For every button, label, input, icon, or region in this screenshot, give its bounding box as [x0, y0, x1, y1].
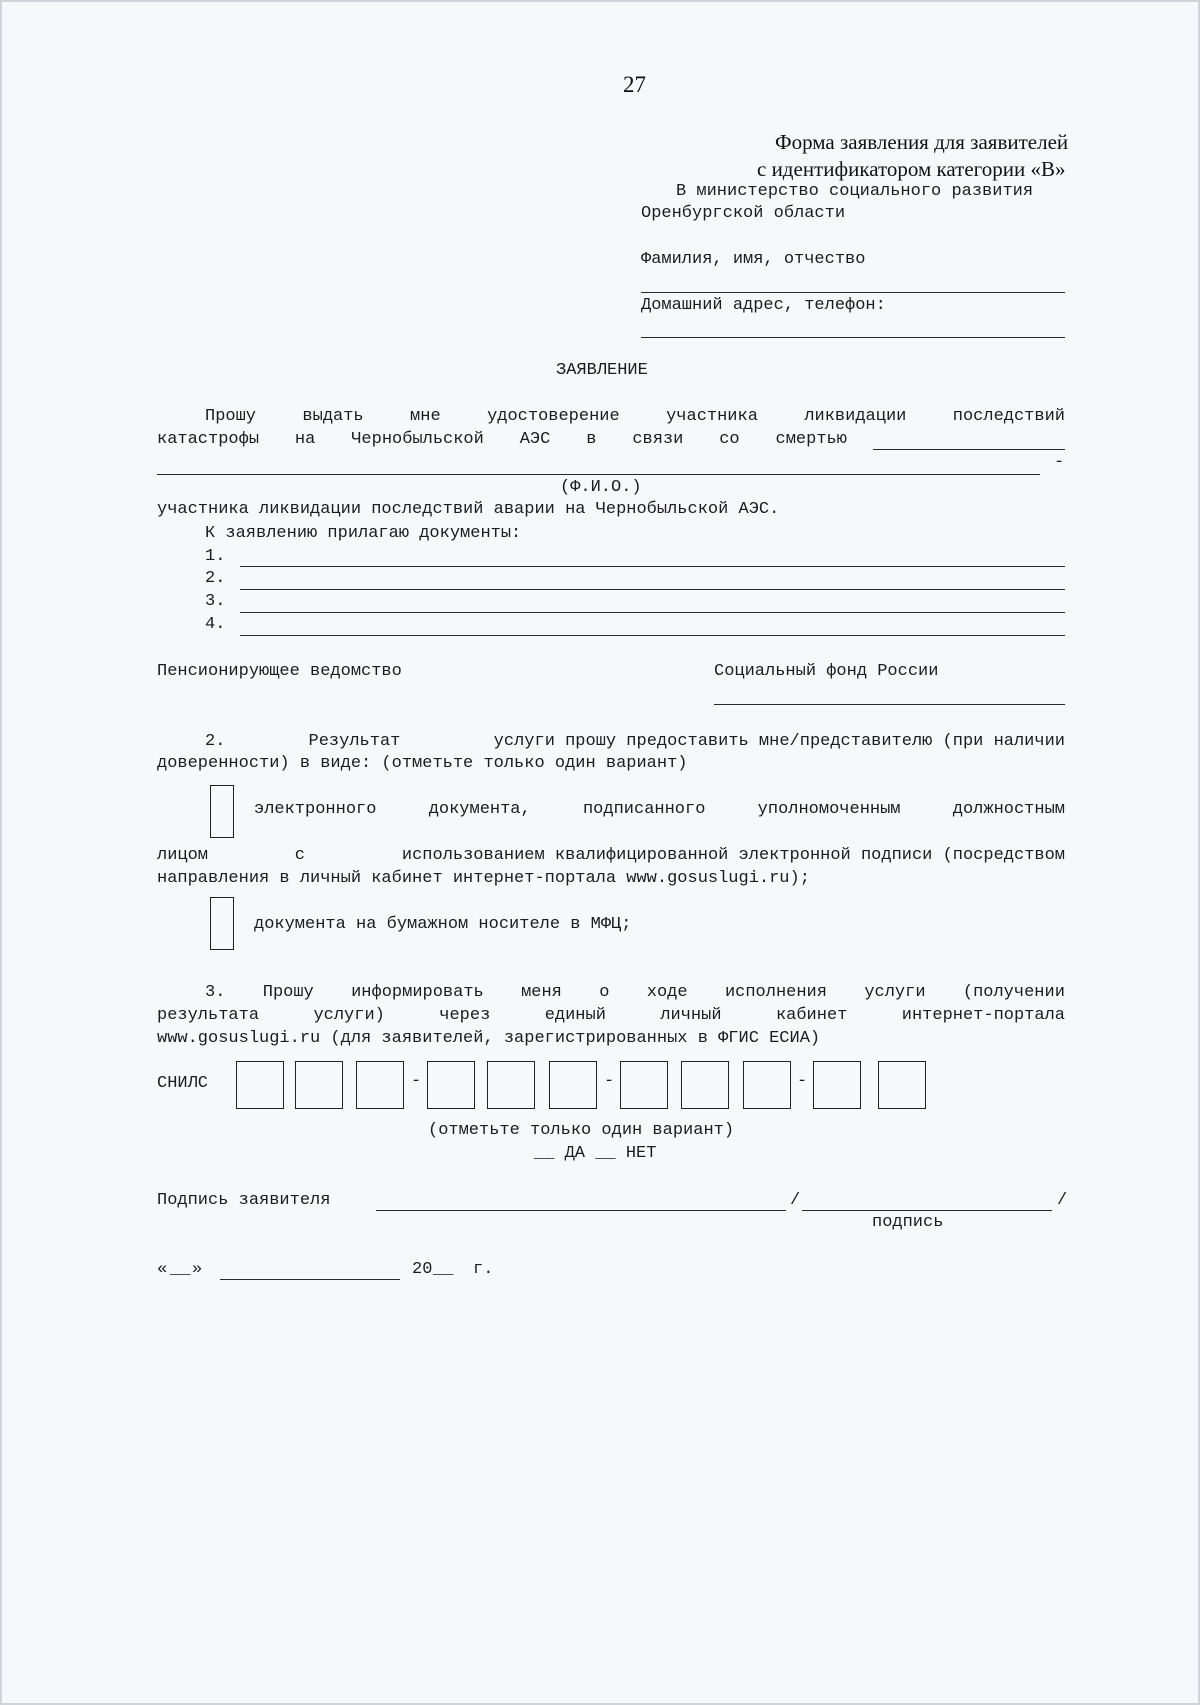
address-label: Домашний адрес, телефон:: [641, 296, 886, 315]
date-quote-close: »: [192, 1260, 203, 1279]
signature-slash-end: /: [1057, 1191, 1068, 1210]
signature-label: Подпись заявителя: [157, 1191, 331, 1210]
section-3-line-3: www.gosuslugi.ru (для заявителей, зарегистрированных в ФГИС ЕСИА): [157, 1029, 821, 1048]
snils-digit-box[interactable]: [487, 1061, 535, 1109]
option-paper-checkbox[interactable]: [210, 897, 234, 950]
snils-digit-box[interactable]: [743, 1061, 791, 1109]
attachment-field-line-4[interactable]: [240, 635, 1065, 636]
snils-separator: -: [797, 1072, 808, 1091]
paragraph-1-line-4: участника ликвидации последствий аварии на Чернобыльской АЭС.: [157, 500, 780, 519]
attachment-field-line-2[interactable]: [240, 589, 1065, 590]
recipient-line-2: Оренбургской области: [641, 204, 846, 223]
full-name-label: Фамилия, имя, отчество: [641, 250, 866, 269]
snils-label: СНИЛС: [157, 1074, 209, 1093]
paragraph-1-line-1: Прошу выдать мне удостоверение участника ликвидации последствий: [205, 407, 1065, 426]
option-paper-label: документа на бумажном носителе в МФЦ;: [254, 915, 632, 934]
form-title-line-2: с идентификатором категории «В»: [757, 157, 1066, 181]
signature-slash: /: [790, 1191, 801, 1210]
option-electronic-line-1: электронного документа, подписанного уполномоченным должностным: [254, 800, 1065, 819]
snils-digit-box[interactable]: [549, 1061, 597, 1109]
snils-digit-box[interactable]: [878, 1061, 926, 1109]
deceased-name-field-line-2[interactable]: [157, 474, 1040, 475]
snils-separator: -: [604, 1072, 615, 1091]
option-electronic-line-2: лицом с использованием квалифицированной электронной подписи (посредством: [157, 846, 1065, 865]
pension-authority-field-line[interactable]: [714, 704, 1065, 705]
pension-authority-label: Пенсионирующее ведомство: [157, 662, 402, 681]
yes-no-choice[interactable]: __ ДА __ НЕТ: [534, 1144, 657, 1163]
snils-digit-box[interactable]: [295, 1061, 343, 1109]
snils-digit-box[interactable]: [620, 1061, 668, 1109]
snils-digit-box[interactable]: [813, 1061, 861, 1109]
line-continuation-dash: -: [1054, 453, 1065, 472]
attachment-number-4: 4.: [205, 615, 226, 634]
snils-digit-box[interactable]: [681, 1061, 729, 1109]
snils-digit-box[interactable]: [427, 1061, 475, 1109]
option-electronic-checkbox[interactable]: [210, 785, 234, 838]
date-year-suffix: г.: [473, 1260, 494, 1279]
section-2-line-2: доверенности) в виде: (отметьте только один вариант): [157, 754, 688, 773]
section-3-line-2: результата услуги) через единый личный кабинет интернет-портала: [157, 1006, 1065, 1025]
page-number: 27: [623, 72, 646, 97]
choose-one-note: (отметьте только один вариант): [428, 1121, 735, 1140]
recipient-line-1: В министерство социального развития: [676, 182, 1034, 201]
signature-field-line[interactable]: [802, 1210, 1052, 1211]
address-field-line[interactable]: [641, 337, 1065, 338]
signature-caption: подпись: [872, 1213, 944, 1232]
attachment-number-2: 2.: [205, 569, 226, 588]
section-2-line-1: 2. Результат услуги прошу предоставить мне/представителю (при наличии: [205, 732, 1065, 751]
snils-digit-box[interactable]: [356, 1061, 404, 1109]
attachment-field-line-1[interactable]: [240, 566, 1065, 567]
document-title: ЗАЯВЛЕНИЕ: [556, 361, 648, 380]
date-year-prefix: 20: [412, 1260, 433, 1279]
form-title-line-1: Форма заявления для заявителей: [775, 130, 1069, 154]
paragraph-1-line-2: катастрофы на Чернобыльской АЭС в связи со смертью: [157, 430, 847, 449]
snils-separator: -: [411, 1072, 422, 1091]
attachment-field-line-3[interactable]: [240, 612, 1065, 613]
pension-authority-value: Социальный фонд России: [714, 662, 939, 681]
snils-digit-box[interactable]: [236, 1061, 284, 1109]
attachments-label: К заявлению прилагаю документы:: [205, 524, 522, 543]
attachment-number-1: 1.: [205, 547, 226, 566]
section-3-line-1: 3. Прошу информировать меня о ходе исполнения услуги (получении: [205, 983, 1065, 1002]
attachment-number-3: 3.: [205, 592, 226, 611]
fio-caption: (Ф.И.О.): [560, 478, 642, 497]
date-month-field-line[interactable]: [220, 1279, 400, 1280]
deceased-name-field-line-1[interactable]: [873, 449, 1065, 450]
option-electronic-line-3: направления в личный кабинет интернет-портала www.gosuslugi.ru);: [157, 869, 810, 888]
full-name-field-line[interactable]: [641, 292, 1065, 293]
date-quote-open: «: [157, 1260, 168, 1279]
signature-name-field-line[interactable]: [376, 1210, 786, 1211]
date-day-blank[interactable]: __: [170, 1260, 191, 1279]
date-year-blank[interactable]: __: [433, 1260, 454, 1279]
